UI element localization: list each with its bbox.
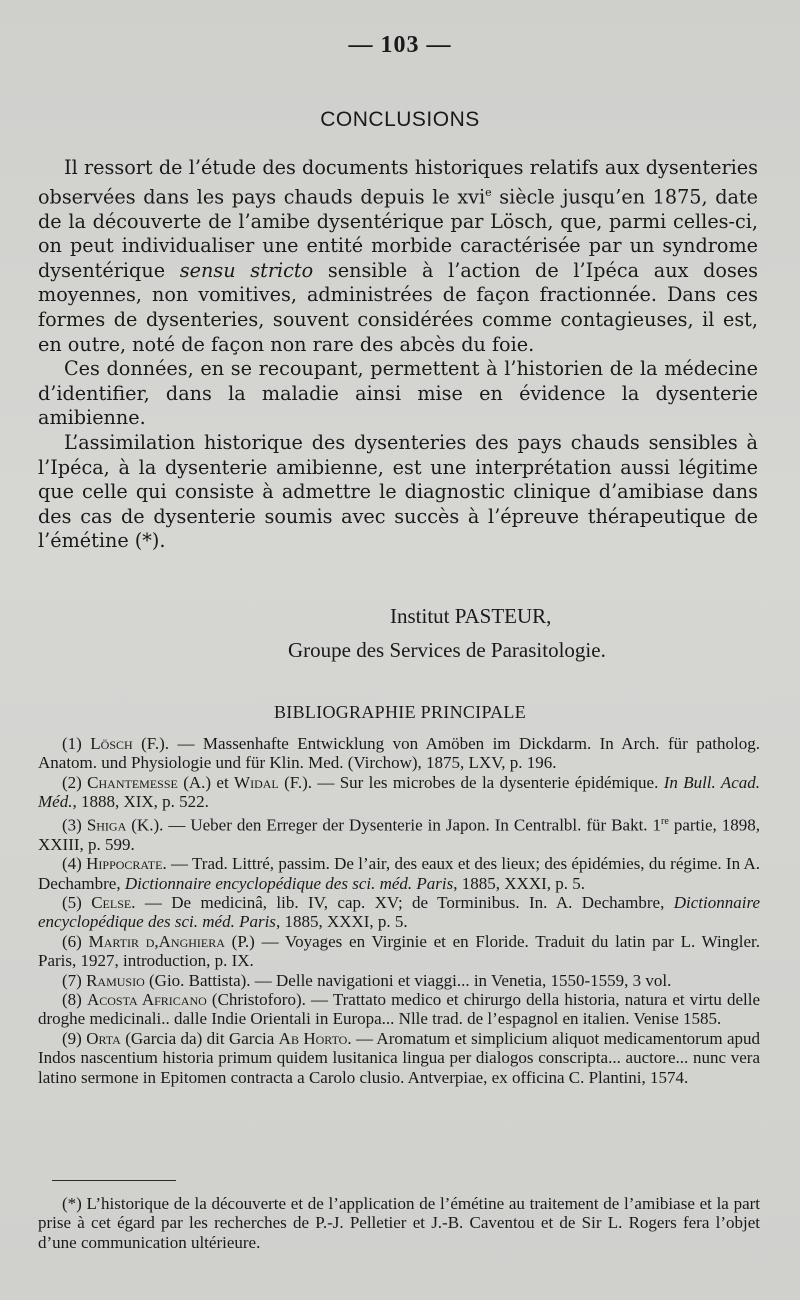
entry-text: (A.) et xyxy=(177,772,235,792)
bibliography-title: BIBLIOGRAPHIE PRINCIPALE xyxy=(273,702,527,722)
entry-superscript: re xyxy=(661,815,669,827)
entry-text: (F.). — Massenhafte Entwicklung von Amöben im Dickdarm. In Arch. für patholog. Anatom. und Physiologie und für Klin. Med. (Virchow), 1875, LXV, p. 196. xyxy=(38,734,760,773)
entry-author: Martir d,Anghiera xyxy=(88,931,225,951)
entry-text: (K.). — Ueber den Erreger der Dysenterie in Japon. In Centralbl. für Bakt. 1 xyxy=(126,815,662,835)
entry-italic: In Bull. Acad. Méd. xyxy=(38,772,760,812)
entry-text: (Christoforo). — Trattato medico et chirurgo della historia, natura et virtu delle droghe medicinali.. dalle Indie Orientali in Europa... Nlle trad. de l’espagnol en italien. Venise 1585. xyxy=(38,989,761,1029)
entry-author: Lösch xyxy=(90,734,133,753)
signature-institute: Institut PASTEUR, xyxy=(390,604,552,628)
entry-number: (4) xyxy=(62,854,87,874)
entry-author: Widal xyxy=(234,772,279,792)
entry-text: . — Trad. Littré, passim. De l’air, des eaux et des lieux; des épidémies, du régime. In A. Dechambre, xyxy=(38,854,760,893)
entry-author: Hippocrate xyxy=(86,854,163,874)
bibliography-entry-8 xyxy=(38,990,760,1029)
p1-part-b: siècle jusqu’en 1875, date de la découverte de l’amibe dysentérique par Lösch, que, parmi celles-ci, on peut individualiser une entité morbide caractérisée par un syndrome dysentérique xyxy=(38,184,758,282)
entry-author: Shiga xyxy=(86,815,127,835)
p1-italic: sensu stricto xyxy=(179,258,314,282)
section-heading: CONCLUSIONS xyxy=(320,108,480,131)
p1-superscript: e xyxy=(485,185,492,199)
paragraph-2: Ces données, en se recoupant, permettent à l’historien de la médecine d’identifier, dans la maladie ainsi mise en évidence la dysenterie amibienne. xyxy=(38,357,758,430)
bibliography-entry-1 xyxy=(38,734,760,773)
entry-italic: Dictionnaire encyclopédique des sci. méd. Paris xyxy=(124,873,454,893)
bibliography-entry-2 xyxy=(38,773,760,812)
entry-text: (Garcia da) dit Garcia xyxy=(120,1028,279,1048)
bibliography-list xyxy=(38,734,760,1087)
entry-author: Celse xyxy=(91,892,132,912)
entry-number: (3) xyxy=(62,815,87,835)
bibliography-entry-6 xyxy=(38,932,760,971)
footnote-divider xyxy=(52,1180,176,1181)
entry-text: , 1885, XXXI, p. 5. xyxy=(275,912,408,932)
entry-number: (2) xyxy=(62,772,88,792)
entry-text: . — De medicinâ, lib. IV, cap. XV; de Torminibus. In. A. Dechambre, xyxy=(131,892,674,912)
entry-text: partie, 1898, XXIII, p. 599. xyxy=(38,815,760,854)
entry-number: (7) xyxy=(62,970,87,990)
bibliography-entry-3 xyxy=(38,812,760,854)
entry-author: Orta xyxy=(86,1028,121,1048)
entry-text: , 1888, XIX, p. 522. xyxy=(72,792,209,812)
entry-text: (P.) — Voyages en Virginie et en Floride. Traduit du latin par L. Wingler. Paris, 1927, introduction, p. IX. xyxy=(38,931,760,971)
entry-author: Acosta Africano xyxy=(86,989,207,1009)
entry-author: Ab Horto xyxy=(278,1028,348,1048)
page-number: — 103 — xyxy=(348,32,452,58)
entry-text: (Gio. Battista). — Delle navigationi et viaggi... in Venetia, 1550-1559, 3 vol. xyxy=(144,970,672,990)
bibliography-entry-7 xyxy=(38,971,760,990)
bibliography-entry-4 xyxy=(38,854,760,893)
entry-number: (6) xyxy=(62,931,89,951)
paragraph-3: L’assimilation historique des dysenteries des pays chauds sensibles à l’Ipéca, à la dysenterie amibienne, est une interprétation aussi légitime que celle qui consiste à admettre le diagnostic clinique d’amibiase dans des cas de dysenterie soumis avec succès à l’épreuve thérapeutique de l’émétine (*). xyxy=(38,430,758,553)
bibliography-entry-9 xyxy=(38,1029,760,1087)
body-text xyxy=(38,156,758,554)
entry-text: (F.). — Sur les microbes de la dysenterie épidémique. xyxy=(278,772,664,792)
footnote: (*) L’historique de la découverte et de l’application de l’émétine au traitement de l’amibiase et la part prise à cet égard par les recherches de P.-J. Pelletier et J.-B. Caventou et de Sir L. Rogers fera l’objet d’une communication ultérieure. xyxy=(38,1194,760,1252)
signature-department: Groupe des Services de Parasitologie. xyxy=(288,638,606,662)
entry-italic: Dictionnaire encyclopédique des sci. méd. Paris xyxy=(38,892,760,932)
entry-author: Chantemesse xyxy=(87,772,178,792)
paragraph-1 xyxy=(38,156,758,357)
bibliography-entry-5 xyxy=(38,893,760,932)
entry-number: (1) xyxy=(62,734,91,753)
entry-text: . — Aromatum et simplicium aliquot medicamentorum apud Indos nascentium historia primum quidem lusitanica lingua per dialogos conscripta... auctore... nunc vera latino sermone in Epitomen contracta a Carolo clusio. Antverpiae, ex officina C. Plantini, 1574. xyxy=(38,1028,760,1087)
entry-number: (9) xyxy=(62,1028,87,1048)
entry-text: , 1885, XXXI, p. 5. xyxy=(453,873,586,893)
entry-number: (5) xyxy=(62,892,92,912)
entry-number: (8) xyxy=(62,989,87,1009)
entry-author: Ramusio xyxy=(86,970,145,990)
p1-part-a: Il ressort de l’étude des documents historiques relatifs aux dysenteries observées dans les pays chauds depuis le xvi xyxy=(38,156,758,208)
p1-part-c: sensible à l’action de l’Ipéca aux doses moyennes, non vomitives, administrées de façon fractionnée. Dans ces formes de dysenteries, souvent considérées comme contagieuses, il est, en outre, noté de façon non rare des abcès du foie. xyxy=(38,258,759,356)
